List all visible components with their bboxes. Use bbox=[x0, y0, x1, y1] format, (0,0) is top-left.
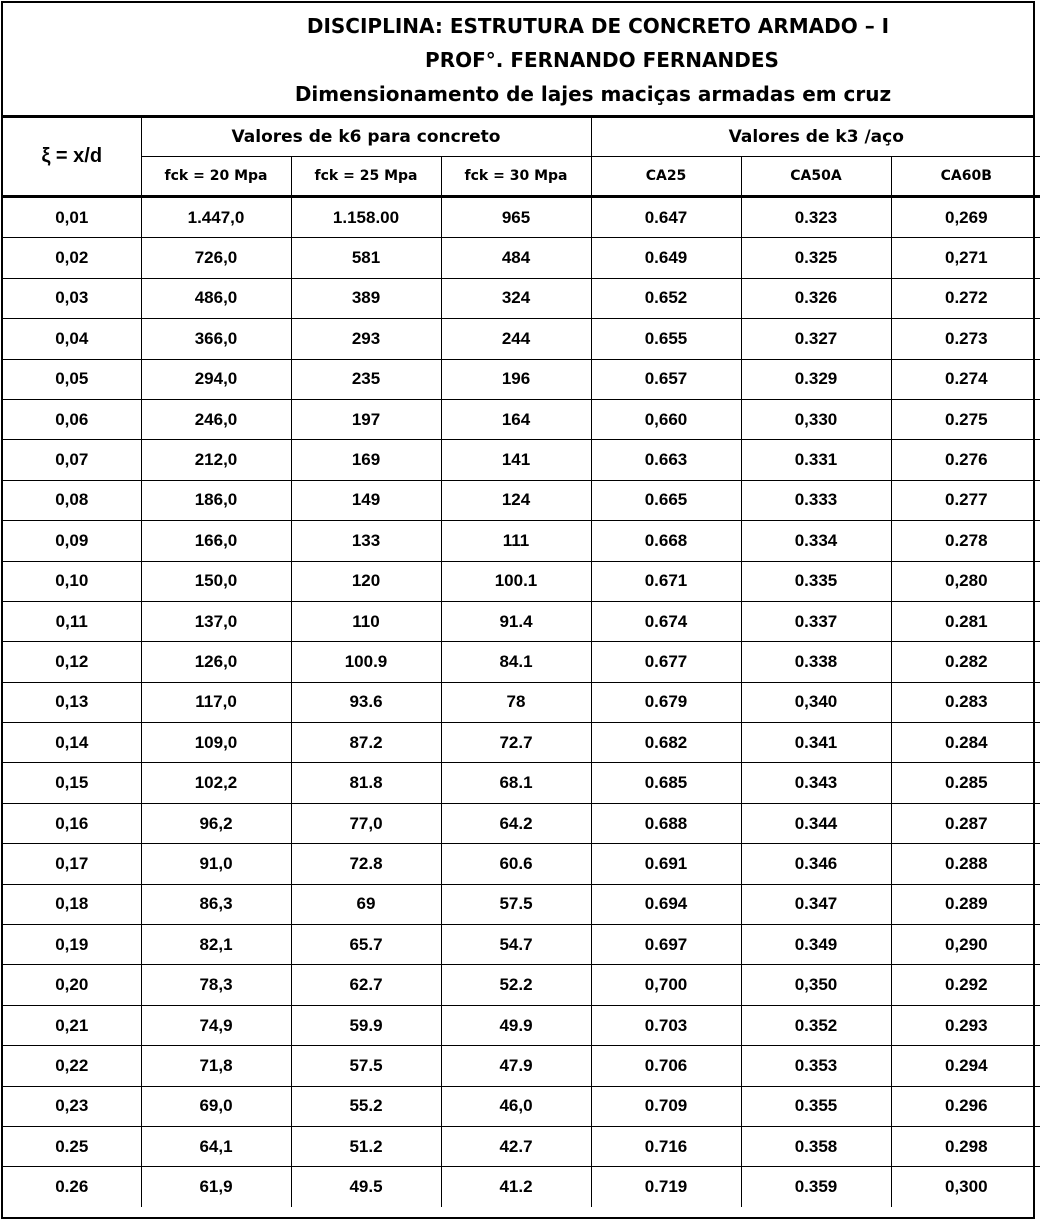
k6-fck25-cell: 81.8 bbox=[291, 763, 441, 803]
table-row bbox=[3, 682, 1040, 722]
fck20-column-header: fck = 20 Mpa bbox=[141, 157, 291, 197]
k6-fck25-cell: 72.8 bbox=[291, 844, 441, 884]
table-row bbox=[3, 480, 1040, 520]
table-row bbox=[3, 965, 1040, 1005]
xi-cell: 0,09 bbox=[3, 521, 141, 561]
k3-ca60b-cell: 0.273 bbox=[891, 319, 1040, 359]
k3-ca25-cell: 0.682 bbox=[591, 723, 741, 763]
k6-fck25-cell: 149 bbox=[291, 480, 441, 520]
k6-fck30-cell: 46,0 bbox=[441, 1086, 591, 1126]
k6-fck25-cell: 293 bbox=[291, 319, 441, 359]
xi-cell: 0,04 bbox=[3, 319, 141, 359]
k3-ca25-cell: 0.688 bbox=[591, 803, 741, 843]
k6-fck30-cell: 84.1 bbox=[441, 642, 591, 682]
k6-fck20-cell: 102,2 bbox=[141, 763, 291, 803]
xi-cell: 0,07 bbox=[3, 440, 141, 480]
k3-ca25-cell: 0.649 bbox=[591, 238, 741, 278]
k3-ca25-cell: 0.665 bbox=[591, 480, 741, 520]
k3-ca50a-cell: 0.338 bbox=[741, 642, 891, 682]
k3-group-header: Valores de k3 /aço bbox=[591, 118, 1040, 157]
k6-fck25-cell: 69 bbox=[291, 884, 441, 924]
k6-fck30-cell: 47.9 bbox=[441, 1046, 591, 1086]
k3-ca50a-cell: 0.346 bbox=[741, 844, 891, 884]
k3-ca60b-cell: 0.282 bbox=[891, 642, 1040, 682]
xi-cell: 0,06 bbox=[3, 399, 141, 439]
discipline-title: DISCIPLINA: ESTRUTURA DE CONCRETO ARMADO – I bbox=[306, 14, 890, 38]
k6-fck20-cell: 246,0 bbox=[141, 399, 291, 439]
k3-ca25-cell: 0.652 bbox=[591, 278, 741, 318]
k6-fck20-cell: 64,1 bbox=[141, 1126, 291, 1166]
k6-fck25-cell: 133 bbox=[291, 521, 441, 561]
k6-fck30-cell: 91.4 bbox=[441, 601, 591, 641]
k6-fck30-cell: 60.6 bbox=[441, 844, 591, 884]
k3-ca25-cell: 0.647 bbox=[591, 197, 741, 238]
k6-fck20-cell: 69,0 bbox=[141, 1086, 291, 1126]
k3-ca25-cell: 0.691 bbox=[591, 844, 741, 884]
k6-fck20-cell: 78,3 bbox=[141, 965, 291, 1005]
k6-fck20-cell: 1.447,0 bbox=[141, 197, 291, 238]
xi-cell: 0,08 bbox=[3, 480, 141, 520]
k3-ca25-cell: 0.697 bbox=[591, 925, 741, 965]
k3-ca25-cell: 0.657 bbox=[591, 359, 741, 399]
k3-ca25-cell: 0.668 bbox=[591, 521, 741, 561]
k3-ca60b-cell: 0.272 bbox=[891, 278, 1040, 318]
xi-cell: 0,10 bbox=[3, 561, 141, 601]
xi-cell: 0,01 bbox=[3, 197, 141, 238]
k3-ca50a-cell: 0.331 bbox=[741, 440, 891, 480]
k6-fck20-cell: 166,0 bbox=[141, 521, 291, 561]
k6-fck20-cell: 74,9 bbox=[141, 1005, 291, 1045]
table-row bbox=[3, 521, 1040, 561]
xi-cell: 0,12 bbox=[3, 642, 141, 682]
k3-ca50a-cell: 0.353 bbox=[741, 1046, 891, 1086]
k3-ca50a-cell: 0.341 bbox=[741, 723, 891, 763]
coefficient-table-sheet bbox=[1, 1, 1035, 1219]
xi-cell: 0.26 bbox=[3, 1167, 141, 1207]
k6-fck20-cell: 109,0 bbox=[141, 723, 291, 763]
table-row bbox=[3, 561, 1040, 601]
table-row bbox=[3, 1005, 1040, 1045]
table-body bbox=[3, 197, 1040, 1207]
k3-ca60b-cell: 0.275 bbox=[891, 399, 1040, 439]
k3-ca50a-cell: 0.359 bbox=[741, 1167, 891, 1207]
xi-cell: 0.25 bbox=[3, 1126, 141, 1166]
k3-ca60b-cell: 0.298 bbox=[891, 1126, 1040, 1166]
k6-fck25-cell: 65.7 bbox=[291, 925, 441, 965]
fck25-column-header: fck = 25 Mpa bbox=[291, 157, 441, 197]
k3-ca25-cell: 0.703 bbox=[591, 1005, 741, 1045]
k3-ca60b-cell: 0.287 bbox=[891, 803, 1040, 843]
xi-cell: 0,17 bbox=[3, 844, 141, 884]
k6-fck25-cell: 197 bbox=[291, 399, 441, 439]
k3-ca50a-cell: 0.323 bbox=[741, 197, 891, 238]
k3-ca60b-cell: 0.289 bbox=[891, 884, 1040, 924]
k6-fck30-cell: 68.1 bbox=[441, 763, 591, 803]
xi-column-header: ξ = x/d bbox=[3, 118, 141, 197]
k3-ca50a-cell: 0,340 bbox=[741, 682, 891, 722]
k3-ca25-cell: 0.685 bbox=[591, 763, 741, 803]
table-row bbox=[3, 440, 1040, 480]
k3-ca60b-cell: 0.292 bbox=[891, 965, 1040, 1005]
k3-ca60b-cell: 0.281 bbox=[891, 601, 1040, 641]
xi-cell: 0,14 bbox=[3, 723, 141, 763]
k6-fck25-cell: 1.158.00 bbox=[291, 197, 441, 238]
table-row bbox=[3, 1167, 1040, 1207]
k6-fck20-cell: 137,0 bbox=[141, 601, 291, 641]
k3-ca25-cell: 0.674 bbox=[591, 601, 741, 641]
k3-ca25-cell: 0.663 bbox=[591, 440, 741, 480]
xi-cell: 0,05 bbox=[3, 359, 141, 399]
k6-fck20-cell: 726,0 bbox=[141, 238, 291, 278]
xi-cell: 0,15 bbox=[3, 763, 141, 803]
table-row bbox=[3, 763, 1040, 803]
k3-ca50a-cell: 0.334 bbox=[741, 521, 891, 561]
k6-fck30-cell: 141 bbox=[441, 440, 591, 480]
k6-fck30-cell: 965 bbox=[441, 197, 591, 238]
k6-fck30-cell: 196 bbox=[441, 359, 591, 399]
k6-fck30-cell: 57.5 bbox=[441, 884, 591, 924]
table-row bbox=[3, 197, 1040, 238]
k6-fck25-cell: 169 bbox=[291, 440, 441, 480]
table-row bbox=[3, 601, 1040, 641]
k6-fck20-cell: 186,0 bbox=[141, 480, 291, 520]
k6-fck30-cell: 124 bbox=[441, 480, 591, 520]
k6-fck20-cell: 71,8 bbox=[141, 1046, 291, 1086]
k3-ca50a-cell: 0.355 bbox=[741, 1086, 891, 1126]
k6-fck30-cell: 41.2 bbox=[441, 1167, 591, 1207]
k6-fck30-cell: 111 bbox=[441, 521, 591, 561]
k6-fck30-cell: 64.2 bbox=[441, 803, 591, 843]
k6-fck25-cell: 93.6 bbox=[291, 682, 441, 722]
k6-fck25-cell: 77,0 bbox=[291, 803, 441, 843]
k6-fck30-cell: 72.7 bbox=[441, 723, 591, 763]
table-row bbox=[3, 238, 1040, 278]
k6-group-header: Valores de k6 para concreto bbox=[141, 118, 591, 157]
k6-fck25-cell: 581 bbox=[291, 238, 441, 278]
k6-fck20-cell: 82,1 bbox=[141, 925, 291, 965]
k6-fck25-cell: 57.5 bbox=[291, 1046, 441, 1086]
k6-fck20-cell: 91,0 bbox=[141, 844, 291, 884]
k3-ca50a-cell: 0,350 bbox=[741, 965, 891, 1005]
k3-ca60b-cell: 0,269 bbox=[891, 197, 1040, 238]
k3-ca50a-cell: 0.333 bbox=[741, 480, 891, 520]
k3-ca25-cell: 0,700 bbox=[591, 965, 741, 1005]
table-row bbox=[3, 319, 1040, 359]
xi-cell: 0,11 bbox=[3, 601, 141, 641]
k3-ca50a-cell: 0.343 bbox=[741, 763, 891, 803]
k3-ca25-cell: 0.709 bbox=[591, 1086, 741, 1126]
table-row bbox=[3, 278, 1040, 318]
k3-ca60b-cell: 0,290 bbox=[891, 925, 1040, 965]
k6-fck20-cell: 212,0 bbox=[141, 440, 291, 480]
title-block bbox=[3, 3, 1033, 118]
k3-ca50a-cell: 0.349 bbox=[741, 925, 891, 965]
k6-fck20-cell: 366,0 bbox=[141, 319, 291, 359]
k6-fck20-cell: 126,0 bbox=[141, 642, 291, 682]
k6-fck30-cell: 164 bbox=[441, 399, 591, 439]
k3-ca25-cell: 0,660 bbox=[591, 399, 741, 439]
k3-ca25-cell: 0.694 bbox=[591, 884, 741, 924]
k3-ca60b-cell: 0,271 bbox=[891, 238, 1040, 278]
xi-cell: 0,19 bbox=[3, 925, 141, 965]
k3-ca25-cell: 0.719 bbox=[591, 1167, 741, 1207]
xi-cell: 0,13 bbox=[3, 682, 141, 722]
ca25-column-header: CA25 bbox=[591, 157, 741, 197]
k3-ca60b-cell: 0.283 bbox=[891, 682, 1040, 722]
k3-ca50a-cell: 0,330 bbox=[741, 399, 891, 439]
k3-ca60b-cell: 0,280 bbox=[891, 561, 1040, 601]
table-row bbox=[3, 1086, 1040, 1126]
table-row bbox=[3, 723, 1040, 763]
k6-fck25-cell: 100.9 bbox=[291, 642, 441, 682]
k3-ca25-cell: 0.706 bbox=[591, 1046, 741, 1086]
k3-ca50a-cell: 0.344 bbox=[741, 803, 891, 843]
k3-ca50a-cell: 0.352 bbox=[741, 1005, 891, 1045]
k6-fck25-cell: 87.2 bbox=[291, 723, 441, 763]
k3-ca60b-cell: 0.278 bbox=[891, 521, 1040, 561]
k3-ca25-cell: 0.655 bbox=[591, 319, 741, 359]
k3-ca50a-cell: 0.329 bbox=[741, 359, 891, 399]
k3-ca50a-cell: 0.358 bbox=[741, 1126, 891, 1166]
xi-cell: 0,22 bbox=[3, 1046, 141, 1086]
k6-fck20-cell: 96,2 bbox=[141, 803, 291, 843]
k3-ca50a-cell: 0.326 bbox=[741, 278, 891, 318]
xi-cell: 0,21 bbox=[3, 1005, 141, 1045]
k6-fck25-cell: 110 bbox=[291, 601, 441, 641]
k3-ca25-cell: 0.677 bbox=[591, 642, 741, 682]
k3-ca25-cell: 0.679 bbox=[591, 682, 741, 722]
k6-fck20-cell: 61,9 bbox=[141, 1167, 291, 1207]
k6-fck20-cell: 486,0 bbox=[141, 278, 291, 318]
k3-ca50a-cell: 0.347 bbox=[741, 884, 891, 924]
table-row bbox=[3, 399, 1040, 439]
k3-ca60b-cell: 0.294 bbox=[891, 1046, 1040, 1086]
table-row bbox=[3, 803, 1040, 843]
ca60b-column-header: CA60B bbox=[891, 157, 1040, 197]
k6-fck25-cell: 235 bbox=[291, 359, 441, 399]
k3-ca50a-cell: 0.325 bbox=[741, 238, 891, 278]
k3-ca50a-cell: 0.337 bbox=[741, 601, 891, 641]
k3-ca60b-cell: 0.274 bbox=[891, 359, 1040, 399]
k6-fck30-cell: 52.2 bbox=[441, 965, 591, 1005]
professor-name: PROF°. FERNANDO FERNANDES bbox=[425, 48, 779, 72]
k3-ca60b-cell: 0.293 bbox=[891, 1005, 1040, 1045]
table-row bbox=[3, 359, 1040, 399]
k3-ca60b-cell: 0.288 bbox=[891, 844, 1040, 884]
fck30-column-header: fck = 30 Mpa bbox=[441, 157, 591, 197]
k6-fck30-cell: 78 bbox=[441, 682, 591, 722]
table-row bbox=[3, 925, 1040, 965]
k3-ca60b-cell: 0.296 bbox=[891, 1086, 1040, 1126]
k6-fck30-cell: 54.7 bbox=[441, 925, 591, 965]
xi-cell: 0,16 bbox=[3, 803, 141, 843]
k6-fck30-cell: 484 bbox=[441, 238, 591, 278]
k6-fck25-cell: 51.2 bbox=[291, 1126, 441, 1166]
k6-fck30-cell: 100.1 bbox=[441, 561, 591, 601]
k6-fck25-cell: 389 bbox=[291, 278, 441, 318]
k6-fck25-cell: 55.2 bbox=[291, 1086, 441, 1126]
table-row bbox=[3, 642, 1040, 682]
xi-cell: 0,18 bbox=[3, 884, 141, 924]
k6-fck20-cell: 150,0 bbox=[141, 561, 291, 601]
k6-fck30-cell: 49.9 bbox=[441, 1005, 591, 1045]
k3-ca60b-cell: 0.285 bbox=[891, 763, 1040, 803]
xi-cell: 0,23 bbox=[3, 1086, 141, 1126]
k6-fck30-cell: 42.7 bbox=[441, 1126, 591, 1166]
xi-cell: 0,02 bbox=[3, 238, 141, 278]
k6-fck20-cell: 86,3 bbox=[141, 884, 291, 924]
k3-ca50a-cell: 0.327 bbox=[741, 319, 891, 359]
table-row bbox=[3, 844, 1040, 884]
k6-fck25-cell: 59.9 bbox=[291, 1005, 441, 1045]
ca50a-column-header: CA50A bbox=[741, 157, 891, 197]
k3-ca25-cell: 0.716 bbox=[591, 1126, 741, 1166]
k6-fck30-cell: 324 bbox=[441, 278, 591, 318]
k3-ca50a-cell: 0.335 bbox=[741, 561, 891, 601]
k3-ca25-cell: 0.671 bbox=[591, 561, 741, 601]
xi-cell: 0,03 bbox=[3, 278, 141, 318]
k6-fck20-cell: 294,0 bbox=[141, 359, 291, 399]
k3-ca60b-cell: 0.284 bbox=[891, 723, 1040, 763]
k6-fck25-cell: 120 bbox=[291, 561, 441, 601]
k3-ca60b-cell: 0.277 bbox=[891, 480, 1040, 520]
xi-cell: 0,20 bbox=[3, 965, 141, 1005]
k3-ca60b-cell: 0,300 bbox=[891, 1167, 1040, 1207]
table-subtitle: Dimensionamento de lajes maciças armadas em cruz bbox=[294, 82, 892, 106]
k3-ca60b-cell: 0.276 bbox=[891, 440, 1040, 480]
k6-fck25-cell: 62.7 bbox=[291, 965, 441, 1005]
k6-fck20-cell: 117,0 bbox=[141, 682, 291, 722]
table-row bbox=[3, 884, 1040, 924]
table-row bbox=[3, 1046, 1040, 1086]
k6-fck30-cell: 244 bbox=[441, 319, 591, 359]
k6-k3-table bbox=[3, 118, 1040, 1207]
k6-fck25-cell: 49.5 bbox=[291, 1167, 441, 1207]
table-row bbox=[3, 1126, 1040, 1166]
